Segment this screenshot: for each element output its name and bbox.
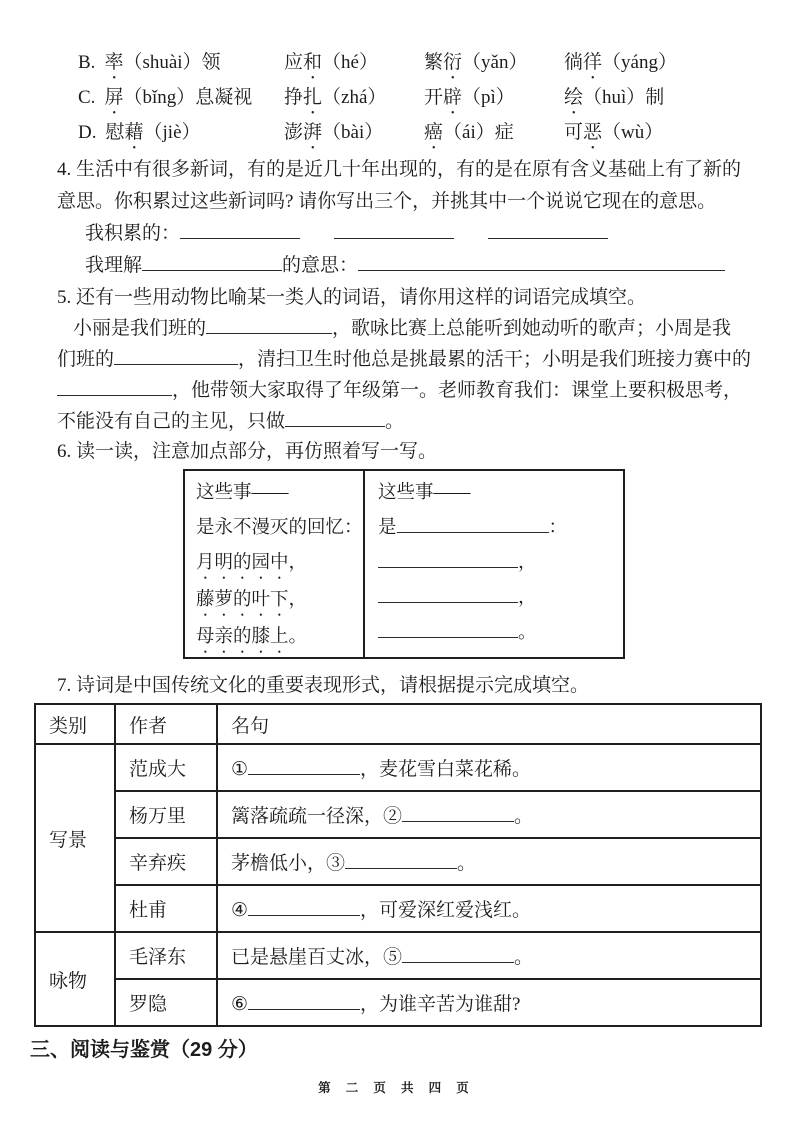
col-header-quote: 名句: [217, 704, 761, 744]
blank-line: [358, 254, 725, 271]
page-number-footer: 第 二 页 共 四 页: [318, 1081, 475, 1095]
fill-line: [378, 511, 623, 546]
poem-line: [196, 583, 363, 620]
question-4: [0, 154, 793, 282]
emphasized-char: 扎: [303, 87, 323, 108]
blank-line: [488, 222, 608, 239]
author-cell: 罗隐: [115, 979, 217, 1026]
emphasized-char: 湃: [303, 122, 323, 143]
emphasized-char: 恶: [583, 122, 603, 143]
word-text: （pì）: [462, 87, 515, 108]
poem-line: 这些事——: [196, 483, 289, 503]
question-7: [0, 671, 793, 1027]
blank-line: [334, 222, 454, 239]
blank-line: [142, 254, 282, 271]
fill-line: [0, 313, 793, 344]
word-text: 应: [284, 52, 304, 73]
option-cell: [424, 115, 564, 154]
word-text: （bǐng）息凝视: [123, 87, 253, 108]
blank-line: [248, 899, 360, 916]
table-row: [35, 932, 761, 979]
emphasized-char: 辟: [443, 87, 463, 108]
punctuation: ，: [288, 590, 308, 610]
fill-line: [378, 581, 623, 616]
author-cell: 杨万里: [115, 791, 217, 838]
quote-text: 。: [514, 947, 534, 968]
option-cell: [424, 80, 564, 119]
fill-line: [378, 616, 623, 651]
word-text: （yáng）: [602, 52, 677, 73]
quote-cell: [217, 838, 761, 885]
option-cell: [284, 45, 424, 84]
option-cell: [424, 45, 564, 84]
poem-line: 这些事——: [378, 483, 471, 503]
quote-cell: [217, 791, 761, 838]
word-text: （hé）: [322, 52, 378, 73]
quote-text: ⑥: [231, 994, 249, 1015]
fill-line: [0, 344, 793, 375]
poem-line: [196, 620, 363, 657]
fill-line: [0, 375, 793, 406]
blank-line: [180, 222, 300, 239]
blank-line: [206, 317, 332, 334]
quote-text: ，麦花雪白菜花稀。: [360, 759, 532, 780]
question-text: ，清扫卫生时他总是挑最累的活干；小明是我们班接力赛中的: [238, 349, 752, 370]
fill-line: [0, 218, 793, 250]
word-text: （bài）: [322, 122, 384, 143]
word-text: （shuài）领: [123, 52, 221, 73]
question-text: 7. 诗词是中国传统文化的重要表现形式，请根据提示完成填空。: [57, 675, 590, 696]
answer-column: [365, 471, 623, 657]
fill-line: [0, 250, 793, 282]
word-text: 可: [564, 122, 584, 143]
option-row-d: [78, 115, 793, 150]
section-3-heading: 三、阅读与鉴赏（29 分）: [30, 1039, 258, 1061]
blank-line: [402, 805, 514, 822]
quote-cell: [217, 744, 761, 791]
punctuation: ，: [518, 588, 537, 608]
word-text: （huì）制: [583, 87, 665, 108]
option-cell: [78, 115, 284, 154]
blank-line: [285, 410, 385, 427]
blank-line: [114, 348, 238, 365]
option-label: C.: [78, 87, 96, 108]
question-text: 6. 读一读，注意加点部分，再仿照着写一写。: [57, 441, 438, 462]
question-text: ，歌咏比赛上总能听到她动听的歌声；小周是我: [332, 318, 732, 339]
poetry-table: [34, 703, 762, 1027]
emphasized-char: 癌: [424, 122, 444, 143]
question-text: ，他带领大家取得了年级第一。老师教育我们：课堂上要积极思考，: [172, 380, 743, 401]
option-row-c: [78, 80, 793, 115]
word-text: （zhá）: [322, 87, 387, 108]
table-row: [35, 838, 761, 885]
emphasized-char: 屏: [104, 87, 124, 108]
question-pinyin-options: [0, 45, 793, 150]
blank-line: [397, 516, 549, 533]
emphasized-text: 月明的园中: [196, 553, 289, 573]
blank-line: [248, 758, 360, 775]
question-text: 们班的: [57, 349, 115, 370]
option-row-b: [78, 45, 793, 80]
option-label: D.: [78, 122, 97, 143]
question-text: 4. 生活中有很多新词，有的是近几十年出现的，有的是在原有含义基础上有了新的: [57, 159, 742, 180]
question-5: [0, 282, 793, 437]
word-text: （ái）症: [443, 122, 514, 143]
table-row: [35, 885, 761, 932]
option-cell: [78, 80, 284, 119]
category-cell: 写景: [35, 744, 115, 932]
word-text: 澎: [284, 122, 304, 143]
quote-text: ④: [231, 900, 249, 921]
quote-cell: [217, 932, 761, 979]
blank-line: [248, 993, 360, 1010]
table-row: [35, 979, 761, 1026]
option-cell: [564, 115, 793, 154]
poem-line: [196, 546, 363, 583]
question-text: 意思。你积累过这些新词吗? 请你写出三个，并挑其中一个说说它现在的意思。: [57, 191, 717, 212]
word-text: 开: [424, 87, 444, 108]
quote-text: 茅檐低小，③: [231, 853, 346, 874]
quote-text: 。: [514, 806, 534, 827]
table-row: [35, 791, 761, 838]
blank-line: [378, 586, 518, 603]
quote-text: ，为谁辛苦为谁甜?: [360, 994, 521, 1015]
emphasized-char: 衍: [443, 52, 463, 73]
blank-line: [345, 852, 457, 869]
word-text: 挣: [284, 87, 304, 108]
blank-line: [402, 946, 514, 963]
punctuation: 。: [518, 623, 537, 643]
option-cell: [564, 80, 793, 119]
fill-line: [0, 406, 793, 437]
label-text: 我积累的：: [85, 223, 181, 244]
question-text: 小丽是我们班的: [73, 318, 207, 339]
quote-cell: [217, 885, 761, 932]
question-text: 是: [378, 518, 397, 538]
punctuation: ，: [288, 553, 308, 573]
emphasized-char: 率: [104, 52, 124, 73]
emphasized-char: 绘: [564, 87, 584, 108]
author-cell: 杜甫: [115, 885, 217, 932]
example-column: [185, 471, 365, 657]
word-text: 慰: [105, 122, 125, 143]
word-text: （yǎn）: [462, 52, 528, 73]
table-row: [35, 744, 761, 791]
label-text: 的意思：: [282, 255, 359, 276]
option-label: B.: [78, 52, 96, 73]
author-cell: 辛弃疾: [115, 838, 217, 885]
word-text: 繁: [424, 52, 444, 73]
question-text: 5. 还有一些用动物比喻某一类人的词语，请你用这样的词语完成填空。: [57, 287, 647, 308]
emphasized-char: 徉: [583, 52, 603, 73]
label-text: 我理解: [85, 255, 143, 276]
author-cell: 范成大: [115, 744, 217, 791]
option-cell: [284, 80, 424, 119]
option-cell: [564, 45, 793, 84]
word-text: 徜: [564, 52, 584, 73]
col-header-category: 类别: [35, 704, 115, 744]
quote-text: 已是悬崖百丈冰，⑤: [231, 947, 403, 968]
author-cell: 毛泽东: [115, 932, 217, 979]
blank-line: [378, 621, 518, 638]
table-header-row: [35, 704, 761, 744]
fill-line: [378, 546, 623, 581]
question-6: [0, 437, 793, 659]
punctuation: ，: [518, 553, 537, 573]
question-text: 不能没有自己的主见，只做: [57, 411, 286, 432]
word-text: （wù）: [602, 122, 664, 143]
blank-line: [57, 379, 172, 396]
poem-line: 是永不漫灭的回忆：: [196, 518, 363, 538]
emphasized-char: 和: [303, 52, 323, 73]
punctuation: 。: [288, 627, 308, 647]
col-header-author: 作者: [115, 704, 217, 744]
emphasized-char: 藉: [124, 122, 144, 143]
category-cell: 咏物: [35, 932, 115, 1026]
quote-cell: [217, 979, 761, 1026]
quote-text: ，可爱深红爱浅红。: [360, 900, 532, 921]
quote-text: ①: [231, 759, 249, 780]
option-cell: [284, 115, 424, 154]
punctuation: ：: [548, 518, 568, 538]
question-text: 。: [385, 411, 405, 432]
quote-text: 篱落疏疏一径深，②: [231, 806, 403, 827]
blank-line: [378, 551, 518, 568]
option-cell: [78, 45, 284, 84]
imitation-table: [183, 469, 625, 659]
word-text: （jiè）: [143, 122, 201, 143]
quote-text: 。: [457, 853, 477, 874]
emphasized-text: 藤萝的叶下: [196, 590, 289, 610]
emphasized-text: 母亲的膝上: [196, 627, 289, 647]
